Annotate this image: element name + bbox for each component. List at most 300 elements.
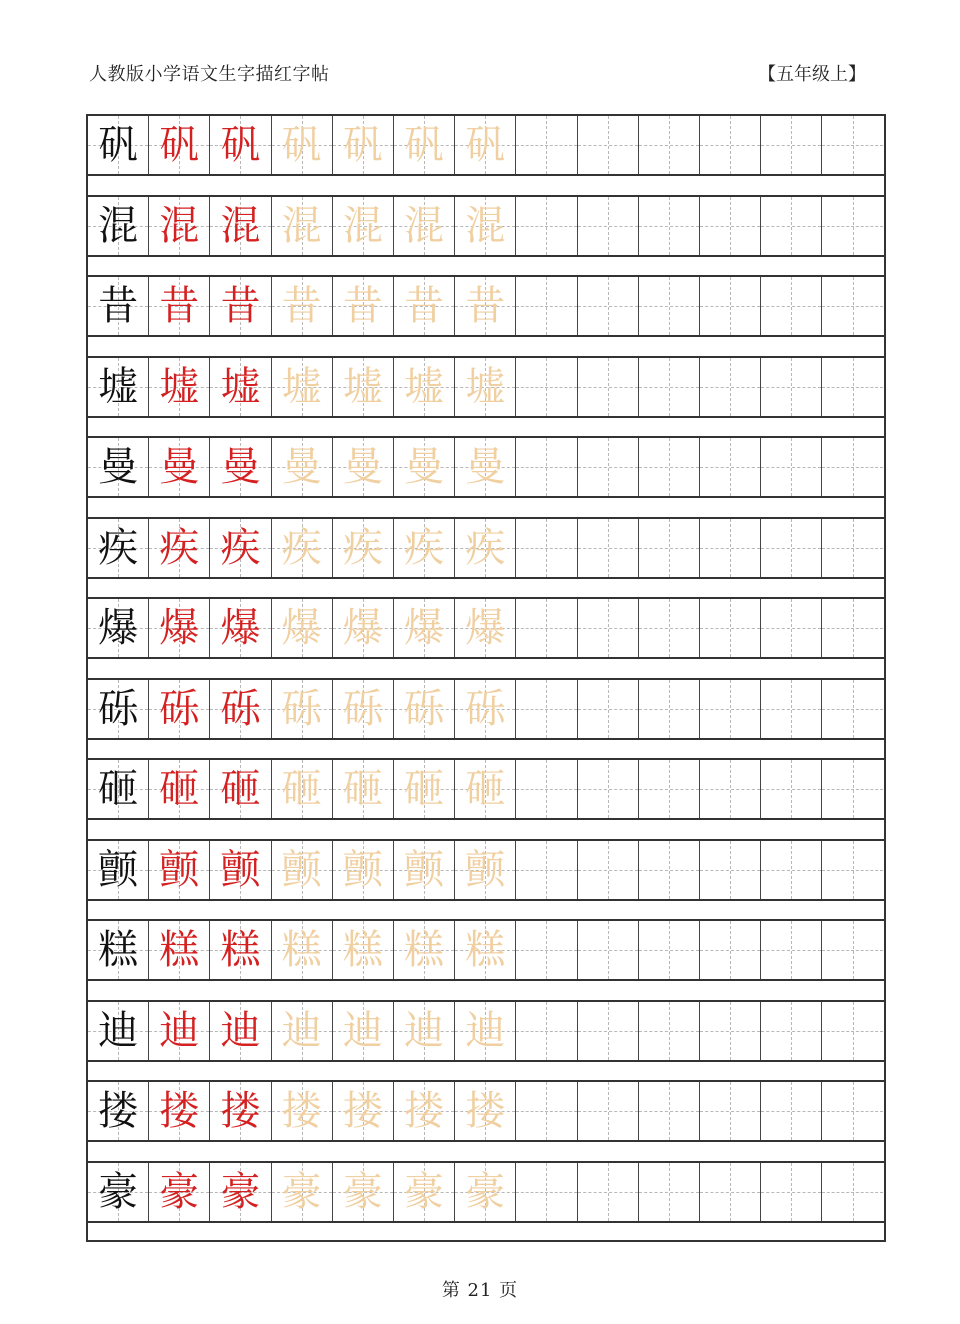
- character-glyph: 豪: [465, 1168, 506, 1215]
- empty-practice-cell: [761, 519, 822, 577]
- empty-practice-cell: [578, 1163, 639, 1221]
- trace-character: [333, 599, 394, 657]
- character-glyph: 颤: [159, 846, 200, 893]
- trace-character: [272, 680, 333, 738]
- character-glyph: 颤: [98, 846, 139, 893]
- character-glyph: 昔: [465, 283, 506, 329]
- trace-character: [272, 438, 333, 496]
- character-glyph: 砸: [465, 766, 506, 812]
- character-glyph: 砾: [281, 685, 322, 732]
- trace-character: [333, 760, 394, 818]
- character-glyph: 糕: [342, 927, 383, 973]
- row-spacer: [88, 1142, 884, 1163]
- empty-practice-cell: [761, 680, 822, 738]
- empty-practice-cell: [700, 921, 761, 979]
- red-character: [149, 1082, 210, 1140]
- empty-practice-cell: [700, 277, 761, 335]
- trace-character: [333, 197, 394, 255]
- red-character: [149, 519, 210, 577]
- empty-practice-cell: [761, 760, 822, 818]
- row-spacer: [88, 1223, 884, 1244]
- trace-character: [455, 1082, 516, 1140]
- character-glyph: 曼: [220, 444, 261, 490]
- trace-character: [394, 277, 455, 335]
- character-glyph: 迪: [98, 1007, 139, 1054]
- character-glyph: 疾: [404, 524, 445, 571]
- character-glyph: 豪: [159, 1168, 200, 1215]
- character-glyph: 砾: [220, 685, 261, 732]
- empty-practice-cell: [639, 921, 700, 979]
- empty-practice-cell: [578, 519, 639, 577]
- trace-character: [272, 841, 333, 899]
- character-glyph: 豪: [98, 1168, 139, 1215]
- character-row: [88, 1002, 884, 1062]
- character-glyph: 爆: [98, 605, 139, 651]
- character-glyph: 搂: [342, 1088, 383, 1134]
- red-character: [149, 116, 210, 174]
- empty-practice-cell: [639, 599, 700, 657]
- empty-practice-cell: [639, 760, 700, 818]
- character-glyph: 搂: [404, 1088, 445, 1134]
- trace-character: [394, 197, 455, 255]
- character-row: [88, 358, 884, 418]
- character-glyph: 迪: [220, 1007, 261, 1054]
- empty-practice-cell: [822, 921, 883, 979]
- character-glyph: 混: [281, 202, 322, 249]
- character-glyph: 曼: [342, 444, 383, 490]
- trace-character: [394, 358, 455, 416]
- trace-character: [455, 1002, 516, 1060]
- character-row: [88, 116, 884, 176]
- character-glyph: 混: [465, 202, 506, 249]
- empty-practice-cell: [761, 277, 822, 335]
- empty-practice-cell: [639, 1082, 700, 1140]
- empty-practice-cell: [578, 1082, 639, 1140]
- red-character: [210, 438, 271, 496]
- model-character: [88, 116, 149, 174]
- red-character: [149, 438, 210, 496]
- trace-character: [272, 760, 333, 818]
- character-glyph: 迪: [342, 1007, 383, 1054]
- empty-practice-cell: [822, 438, 883, 496]
- character-glyph: 颤: [342, 846, 383, 893]
- empty-practice-cell: [761, 1082, 822, 1140]
- empty-practice-cell: [578, 116, 639, 174]
- character-glyph: 疾: [220, 524, 261, 571]
- trace-character: [394, 438, 455, 496]
- character-glyph: 混: [220, 202, 261, 249]
- character-glyph: 昔: [159, 283, 200, 329]
- character-row: [88, 760, 884, 820]
- trace-character: [455, 277, 516, 335]
- character-glyph: 混: [404, 202, 445, 249]
- empty-practice-cell: [516, 358, 577, 416]
- empty-practice-cell: [822, 1163, 883, 1221]
- red-character: [210, 519, 271, 577]
- trace-character: [333, 921, 394, 979]
- character-glyph: 豪: [220, 1168, 261, 1215]
- character-row: [88, 680, 884, 740]
- trace-character: [455, 599, 516, 657]
- character-glyph: 糕: [281, 927, 322, 973]
- trace-character: [394, 1082, 455, 1140]
- character-row: [88, 519, 884, 579]
- empty-practice-cell: [578, 277, 639, 335]
- empty-practice-cell: [516, 1163, 577, 1221]
- red-character: [149, 921, 210, 979]
- character-glyph: 颤: [281, 846, 322, 893]
- red-character: [210, 921, 271, 979]
- character-glyph: 墟: [404, 363, 445, 410]
- empty-practice-cell: [761, 599, 822, 657]
- empty-practice-cell: [578, 599, 639, 657]
- empty-practice-cell: [578, 841, 639, 899]
- character-glyph: 颤: [465, 846, 506, 893]
- character-row: [88, 1082, 884, 1142]
- trace-character: [333, 841, 394, 899]
- character-glyph: 昔: [404, 283, 445, 329]
- empty-practice-cell: [761, 1002, 822, 1060]
- row-spacer: [88, 257, 884, 278]
- empty-practice-cell: [700, 599, 761, 657]
- character-glyph: 迪: [465, 1007, 506, 1054]
- character-glyph: 爆: [404, 605, 445, 651]
- character-glyph: 矾: [281, 122, 322, 168]
- character-glyph: 爆: [465, 605, 506, 651]
- trace-character: [333, 438, 394, 496]
- empty-practice-cell: [700, 1002, 761, 1060]
- empty-practice-cell: [639, 1002, 700, 1060]
- model-character: [88, 1082, 149, 1140]
- empty-practice-cell: [516, 116, 577, 174]
- empty-practice-cell: [639, 197, 700, 255]
- character-glyph: 曼: [404, 444, 445, 490]
- character-glyph: 砾: [465, 685, 506, 732]
- red-character: [210, 680, 271, 738]
- empty-practice-cell: [822, 1082, 883, 1140]
- character-glyph: 砸: [98, 766, 139, 812]
- trace-character: [394, 1002, 455, 1060]
- red-character: [149, 1163, 210, 1221]
- red-character: [210, 277, 271, 335]
- empty-practice-cell: [639, 358, 700, 416]
- red-character: [210, 599, 271, 657]
- empty-practice-cell: [639, 519, 700, 577]
- trace-character: [272, 1082, 333, 1140]
- row-spacer: [88, 740, 884, 761]
- character-glyph: 糕: [159, 927, 200, 973]
- character-glyph: 矾: [98, 122, 139, 168]
- trace-character: [394, 599, 455, 657]
- trace-character: [394, 680, 455, 738]
- character-glyph: 砾: [342, 685, 383, 732]
- character-glyph: 爆: [159, 605, 200, 651]
- character-glyph: 爆: [281, 605, 322, 651]
- empty-practice-cell: [516, 841, 577, 899]
- model-character: [88, 358, 149, 416]
- trace-character: [333, 358, 394, 416]
- empty-practice-cell: [700, 358, 761, 416]
- character-glyph: 墟: [159, 363, 200, 410]
- empty-practice-cell: [639, 438, 700, 496]
- character-row: [88, 599, 884, 659]
- red-character: [210, 841, 271, 899]
- empty-practice-cell: [761, 438, 822, 496]
- empty-practice-cell: [822, 680, 883, 738]
- character-glyph: 砾: [98, 685, 139, 732]
- empty-practice-cell: [639, 1163, 700, 1221]
- character-glyph: 搂: [98, 1088, 139, 1134]
- red-character: [210, 358, 271, 416]
- trace-character: [333, 277, 394, 335]
- red-character: [149, 358, 210, 416]
- empty-practice-cell: [639, 841, 700, 899]
- model-character: [88, 197, 149, 255]
- empty-practice-cell: [761, 1163, 822, 1221]
- model-character: [88, 680, 149, 738]
- character-glyph: 迪: [281, 1007, 322, 1054]
- trace-character: [455, 197, 516, 255]
- red-character: [149, 841, 210, 899]
- character-glyph: 糕: [404, 927, 445, 973]
- character-glyph: 搂: [281, 1088, 322, 1134]
- empty-practice-cell: [822, 1002, 883, 1060]
- trace-character: [272, 277, 333, 335]
- character-glyph: 疾: [159, 524, 200, 571]
- row-spacer: [88, 337, 884, 358]
- character-glyph: 豪: [404, 1168, 445, 1215]
- red-character: [210, 1002, 271, 1060]
- red-character: [210, 197, 271, 255]
- trace-character: [272, 197, 333, 255]
- empty-practice-cell: [761, 358, 822, 416]
- character-glyph: 混: [98, 202, 139, 249]
- character-glyph: 砸: [281, 766, 322, 812]
- red-character: [149, 599, 210, 657]
- character-glyph: 墟: [342, 363, 383, 410]
- character-glyph: 墟: [220, 363, 261, 410]
- character-glyph: 矾: [159, 122, 200, 168]
- character-glyph: 昔: [342, 283, 383, 329]
- red-character: [210, 1082, 271, 1140]
- trace-character: [333, 680, 394, 738]
- empty-practice-cell: [761, 116, 822, 174]
- empty-practice-cell: [822, 116, 883, 174]
- empty-practice-cell: [516, 680, 577, 738]
- empty-practice-cell: [700, 841, 761, 899]
- character-glyph: 爆: [220, 605, 261, 651]
- trace-character: [455, 358, 516, 416]
- trace-character: [455, 680, 516, 738]
- empty-practice-cell: [639, 277, 700, 335]
- red-character: [210, 116, 271, 174]
- character-glyph: 搂: [465, 1088, 506, 1134]
- row-spacer: [88, 176, 884, 197]
- trace-character: [394, 760, 455, 818]
- row-spacer: [88, 418, 884, 439]
- empty-practice-cell: [516, 1082, 577, 1140]
- character-glyph: 曼: [281, 444, 322, 490]
- character-glyph: 砾: [404, 685, 445, 732]
- red-character: [149, 197, 210, 255]
- trace-character: [455, 1163, 516, 1221]
- character-glyph: 疾: [465, 524, 506, 571]
- trace-character: [272, 116, 333, 174]
- character-row: [88, 841, 884, 901]
- trace-character: [272, 519, 333, 577]
- empty-practice-cell: [700, 1163, 761, 1221]
- empty-practice-cell: [761, 921, 822, 979]
- character-row: [88, 197, 884, 257]
- trace-character: [272, 358, 333, 416]
- page-number: 第 21 页: [441, 1280, 519, 1301]
- header-title: 人教版小学语文生字描红字帖: [89, 64, 330, 85]
- model-character: [88, 841, 149, 899]
- character-glyph: 混: [159, 202, 200, 249]
- empty-practice-cell: [516, 921, 577, 979]
- character-glyph: 砸: [220, 766, 261, 812]
- row-spacer: [88, 498, 884, 519]
- character-glyph: 豪: [281, 1168, 322, 1215]
- character-glyph: 迪: [159, 1007, 200, 1054]
- red-character: [149, 680, 210, 738]
- red-character: [210, 760, 271, 818]
- character-glyph: 墟: [281, 363, 322, 410]
- empty-practice-cell: [761, 841, 822, 899]
- character-glyph: 疾: [281, 524, 322, 571]
- character-glyph: 昔: [220, 283, 261, 329]
- empty-practice-cell: [639, 116, 700, 174]
- character-glyph: 矾: [404, 122, 445, 168]
- character-glyph: 砸: [404, 766, 445, 812]
- character-glyph: 砾: [159, 685, 200, 732]
- model-character: [88, 519, 149, 577]
- character-glyph: 砸: [159, 766, 200, 812]
- character-glyph: 昔: [281, 283, 322, 329]
- model-character: [88, 599, 149, 657]
- character-glyph: 墟: [465, 363, 506, 410]
- character-glyph: 搂: [159, 1088, 200, 1134]
- empty-practice-cell: [700, 680, 761, 738]
- trace-character: [394, 1163, 455, 1221]
- model-character: [88, 438, 149, 496]
- character-glyph: 墟: [98, 363, 139, 410]
- red-character: [210, 1163, 271, 1221]
- empty-practice-cell: [516, 599, 577, 657]
- empty-practice-cell: [822, 358, 883, 416]
- row-spacer: [88, 820, 884, 841]
- trace-character: [455, 116, 516, 174]
- trace-character: [272, 599, 333, 657]
- empty-practice-cell: [822, 760, 883, 818]
- row-spacer: [88, 659, 884, 680]
- character-glyph: 矾: [342, 122, 383, 168]
- grade-label: 【五年级上】: [758, 64, 866, 85]
- empty-practice-cell: [700, 438, 761, 496]
- red-character: [149, 760, 210, 818]
- empty-practice-cell: [516, 438, 577, 496]
- empty-practice-cell: [578, 358, 639, 416]
- model-character: [88, 921, 149, 979]
- practice-sheet: [86, 114, 886, 1242]
- empty-practice-cell: [516, 760, 577, 818]
- character-glyph: 矾: [465, 122, 506, 168]
- character-row: [88, 277, 884, 337]
- trace-character: [394, 519, 455, 577]
- empty-practice-cell: [822, 519, 883, 577]
- character-row: [88, 1163, 884, 1223]
- character-glyph: 颤: [220, 846, 261, 893]
- row-spacer: [88, 901, 884, 922]
- empty-practice-cell: [700, 116, 761, 174]
- trace-character: [333, 1082, 394, 1140]
- trace-character: [455, 921, 516, 979]
- character-glyph: 搂: [220, 1088, 261, 1134]
- trace-character: [333, 1163, 394, 1221]
- character-glyph: 曼: [465, 444, 506, 490]
- character-glyph: 矾: [220, 122, 261, 168]
- red-character: [149, 277, 210, 335]
- model-character: [88, 1002, 149, 1060]
- empty-practice-cell: [578, 438, 639, 496]
- model-character: [88, 760, 149, 818]
- character-glyph: 疾: [342, 524, 383, 571]
- empty-practice-cell: [578, 921, 639, 979]
- row-spacer: [88, 981, 884, 1002]
- row-spacer: [88, 1062, 884, 1083]
- character-glyph: 曼: [98, 444, 139, 490]
- empty-practice-cell: [639, 680, 700, 738]
- model-character: [88, 1163, 149, 1221]
- empty-practice-cell: [700, 197, 761, 255]
- trace-character: [333, 519, 394, 577]
- character-row: [88, 438, 884, 498]
- empty-practice-cell: [578, 760, 639, 818]
- empty-practice-cell: [822, 599, 883, 657]
- empty-practice-cell: [516, 277, 577, 335]
- trace-character: [455, 841, 516, 899]
- trace-character: [394, 841, 455, 899]
- trace-character: [455, 438, 516, 496]
- trace-character: [272, 1002, 333, 1060]
- character-glyph: 混: [342, 202, 383, 249]
- character-glyph: 颤: [404, 846, 445, 893]
- empty-practice-cell: [700, 1082, 761, 1140]
- trace-character: [272, 1163, 333, 1221]
- character-glyph: 豪: [342, 1168, 383, 1215]
- character-row: [88, 921, 884, 981]
- red-character: [149, 1002, 210, 1060]
- empty-practice-cell: [700, 519, 761, 577]
- character-glyph: 曼: [159, 444, 200, 490]
- character-glyph: 糕: [220, 927, 261, 973]
- character-glyph: 糕: [465, 927, 506, 973]
- empty-practice-cell: [822, 277, 883, 335]
- character-glyph: 砸: [342, 766, 383, 812]
- empty-practice-cell: [516, 519, 577, 577]
- empty-practice-cell: [700, 760, 761, 818]
- empty-practice-cell: [578, 680, 639, 738]
- character-glyph: 昔: [98, 283, 139, 329]
- empty-practice-cell: [516, 197, 577, 255]
- character-glyph: 爆: [342, 605, 383, 651]
- empty-practice-cell: [822, 197, 883, 255]
- trace-character: [455, 760, 516, 818]
- trace-character: [394, 116, 455, 174]
- empty-practice-cell: [822, 841, 883, 899]
- empty-practice-cell: [516, 1002, 577, 1060]
- character-glyph: 糕: [98, 927, 139, 973]
